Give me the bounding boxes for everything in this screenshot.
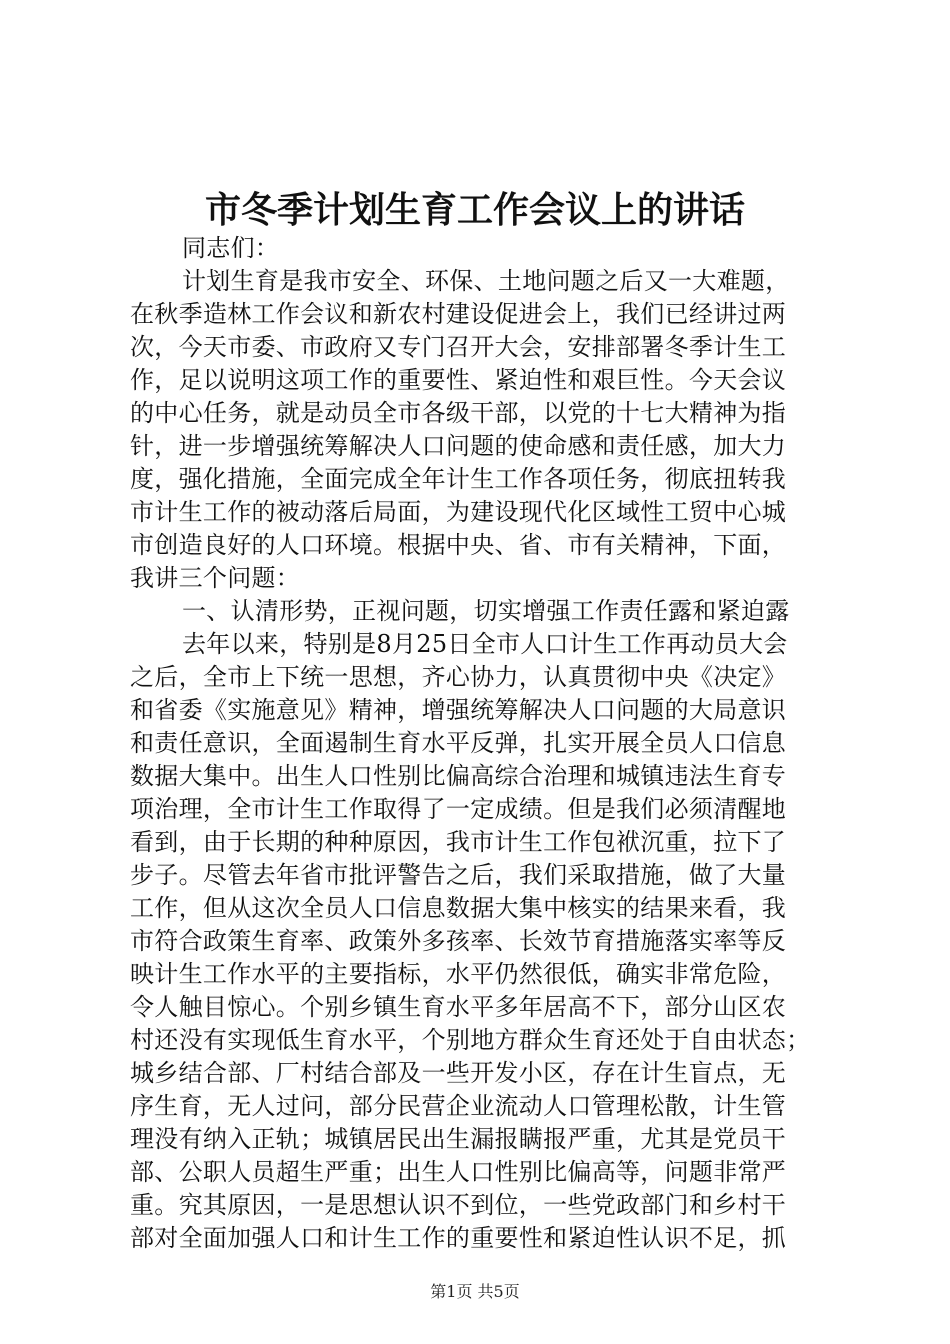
paragraph-line: 的中心任务，就是动员全市各级干部，以党的十七大精神为指 (130, 399, 787, 427)
paragraph-line: 市创造良好的人口环境。根据中央、省、市有关精神，下面， (130, 531, 787, 559)
paragraph-line: 部、公职人员超生严重；出生人口性别比偏高等，问题非常严 (130, 1158, 787, 1186)
paragraph-line: 村还没有实现低生育水平，个别地方群众生育还处于自由状态； (130, 1026, 811, 1054)
paragraph-line: 看到，由于长期的种种原因，我市计生工作包袱沉重，拉下了 (130, 828, 787, 856)
paragraph-line: 项治理，全市计生工作取得了一定成绩。但是我们必须清醒地 (130, 795, 787, 823)
paragraph-line: 之后，全市上下统一思想，齐心协力，认真贯彻中央《决定》 (130, 663, 787, 691)
paragraph-line: 一、认清形势，正视问题，切实增强工作责任露和紧迫露 (182, 597, 790, 625)
paragraph-line: 计划生育是我市安全、环保、土地问题之后又一大难题， (182, 267, 790, 295)
paragraph-line: 市符合政策生育率、政策外多孩率、长效节育措施落实率等反 (130, 927, 787, 955)
paragraph-line: 在秋季造林工作会议和新农村建设促进会上，我们已经讲过两 (130, 300, 787, 328)
paragraph-line: 令人触目惊心。个别乡镇生育水平多年居高不下，部分山区农 (130, 993, 787, 1021)
paragraph-line: 我讲三个问题： (130, 564, 301, 592)
paragraph-line: 度，强化措施，全面完成全年计生工作各项任务，彻底扭转我 (130, 465, 787, 493)
paragraph-line: 同志们： (182, 234, 280, 262)
paragraph-line: 数据大集中。出生人口性别比偏高综合治理和城镇违法生育专 (130, 762, 787, 790)
paragraph-line: 序生育，无人过问，部分民营企业流动人口管理松散，计生管 (130, 1092, 787, 1120)
paragraph-line: 和责任意识，全面遏制生育水平反弹，扎实开展全员人口信息 (130, 729, 787, 757)
paragraph-line: 市计生工作的被动落后局面，为建设现代化区域性工贸中心城 (130, 498, 787, 526)
paragraph-line: 针，进一步增强统筹解决人口问题的使命感和责任感，加大力 (130, 432, 787, 460)
paragraph-line: 城乡结合部、厂村结合部及一些开发小区，存在计生盲点，无 (130, 1059, 787, 1087)
document-title: 市冬季计划生育工作会议上的讲话 (204, 189, 745, 231)
paragraph-line: 和省委《实施意见》精神，增强统筹解决人口问题的大局意识 (130, 696, 787, 724)
paragraph-line: 理没有纳入正轨；城镇居民出生漏报瞒报严重，尤其是党员干 (130, 1125, 787, 1153)
page-footer: 第1页 共5页 (430, 1282, 520, 1301)
paragraph-line: 工作，但从这次全员人口信息数据大集中核实的结果来看，我 (130, 894, 787, 922)
paragraph-line: 次，今天市委、市政府又专门召开大会，安排部署冬季计生工 (130, 333, 787, 361)
paragraph-line: 部对全面加强人口和计生工作的重要性和紧迫性认识不足，抓 (130, 1224, 787, 1252)
paragraph-line: 映计生工作水平的主要指标，水平仍然很低，确实非常危险， (130, 960, 787, 988)
paragraph-line: 作，足以说明这项工作的重要性、紧迫性和艰巨性。今天会议 (130, 366, 787, 394)
paragraph-line: 重。究其原因，一是思想认识不到位，一些党政部门和乡村干 (130, 1191, 787, 1219)
paragraph-line: 去年以来，特别是8月25日全市人口计生工作再动员大会 (182, 630, 788, 658)
paragraph-line: 步子。尽管去年省市批评警告之后，我们采取措施，做了大量 (130, 861, 787, 889)
document-body (130, 232, 830, 1255)
